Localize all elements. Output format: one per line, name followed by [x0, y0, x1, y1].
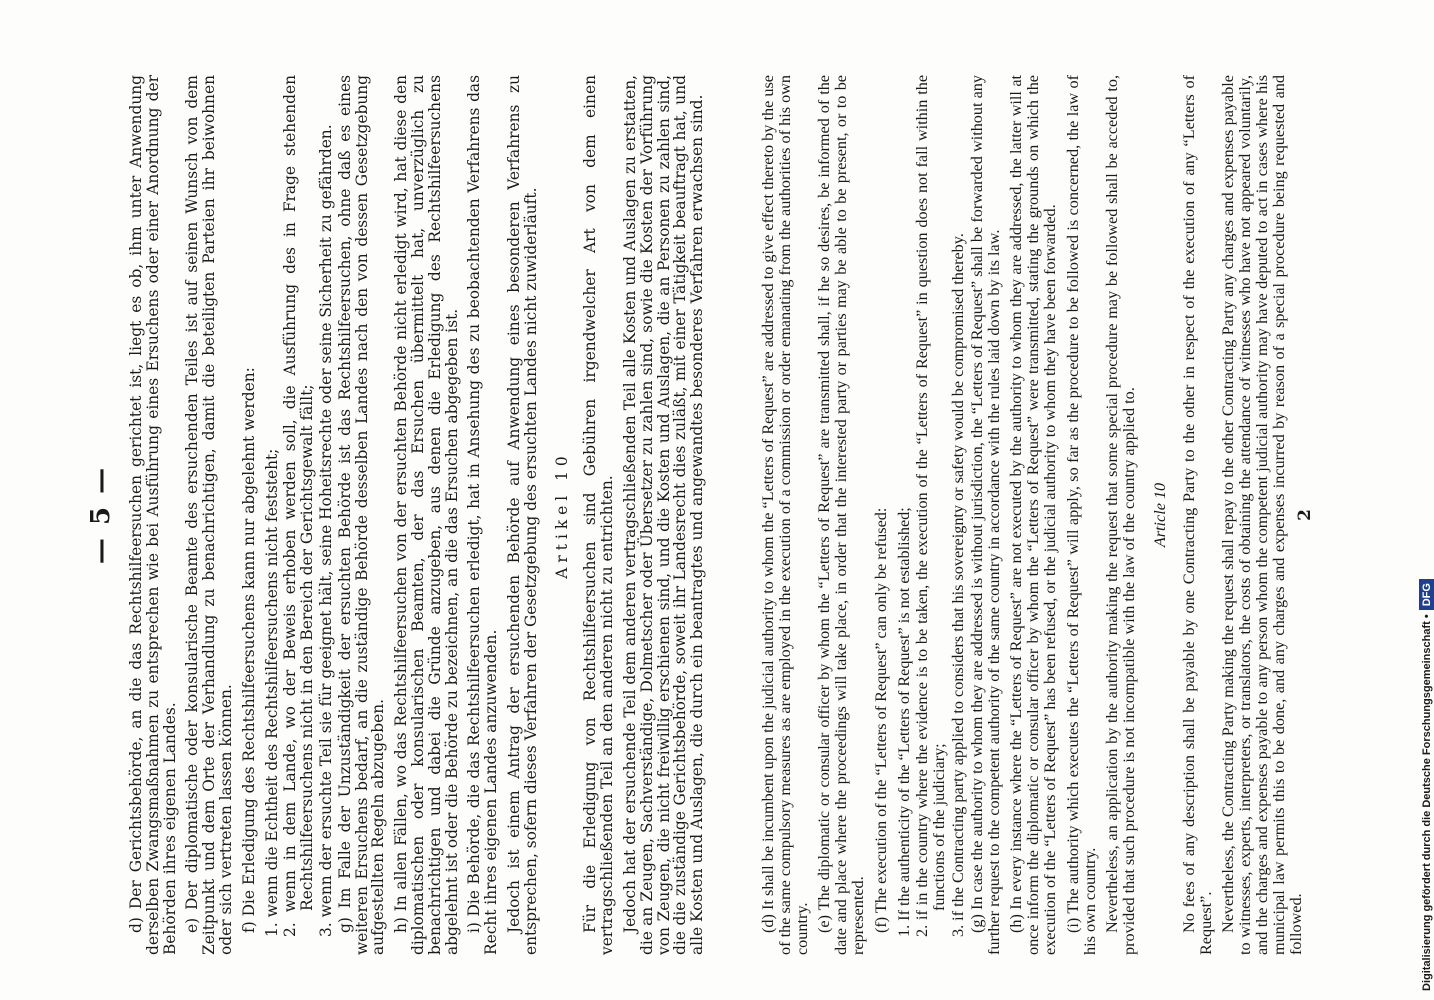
- german-paragraph: 1. wenn die Echtheit des Rechtshilfeersuchens nicht feststeht;: [262, 448, 281, 937]
- english-article-heading: Article 10: [1150, 482, 1169, 548]
- german-paragraph: h) In allen Fällen, wo das Rechtshilfeersuchen von der ersuchten Behörde nicht erledigt wird, hat diese den diplomatischen oder konsularischen Beamten, der das Ersuchen übermittelt hat, unverzüglich zu benachrichtigen und dabei die Gründe anzugeben, aus denen die Erledigung des Rechtshilfeersuchens abgelehnt ist oder die Behörde zu bezeichnen, an die das Ersuchen abgegeben ist.: [392, 75, 461, 955]
- german-paragraph: d) Der Gerichtsbehörde, an die das Rechtshilfeersuchen gerichtet ist, liegt es ob, ihm unter Anwendung derselben Zwangsmaßnahmen zu entsprechen wie bei Ausführung eines Ersuchens oder einer Anordnung der Behörden ihres eigenen Landes.: [127, 75, 179, 955]
- english-paragraph: (h) In every instance where the “Letters of Request” are not executed by the authority to whom they are addressed, the latter will at once inform the diplomatic or consular officer by whom the “Letters of Request” were transmitted, stating the grounds on which the execution of the “Letters of Request” has been refused, or the judicial authority to whom they have been forwarded.: [1007, 75, 1059, 955]
- english-paragraph: (f) The execution of the “Letters of Request” can only be refused:: [871, 507, 890, 933]
- german-paragraph: Jedoch ist einem Antrag der ersuchenden Behörde auf Anwendung eines besonderen Verfahrens zu entsprechen, sofern dieses Verfahren der Gesetzgebung des ersuchten Landes nicht zuwiderläuft.: [504, 75, 540, 955]
- german-paragraph: e) Der diplomatische oder konsularische Beamte des ersuchenden Teiles ist auf seinen Wunsch von dem Zeitpunkt und dem Orte der Verhandlung zu benachrichtigen, damit die beteiligten Parteien ihr beiwohnen oder sich vertreten lassen können.: [183, 75, 235, 955]
- english-paragraph: (g) In case the authority to whom they are addressed is without jurisdiction, the “Letters of Request” shall be forwarded without any further request to the competent authority of the same country in accordance with the rules laid down by its law.: [967, 75, 1003, 955]
- german-column: [127, 75, 707, 955]
- english-paragraph: Nevertheless, the Contracting Party making the request shall repay to the other Contracting Party any charges and expenses payable to witnesses, experts, interpreters, or translators, the costs of obtaining the attendance of witnesses who have not appeared voluntarily, and the charges and expenses payable to any person whom the competent judicial authority may have deputed to act in cases where his municipal law permits this to be done, and any charges and expenses incurred by reason of a special procedure being requested and followed.: [1219, 75, 1305, 955]
- page-footer-number: 2: [1295, 509, 1315, 521]
- side-note-text: Digitalisierung gefördert durch die Deutsche Forschungsgemeinschaft •: [1421, 614, 1433, 991]
- english-paragraph: 1. If the authenticity of the “Letters of Request” is not established;: [894, 507, 913, 937]
- english-paragraph: (d) It shall be incumbent upon the judicial authority to whom the “Letters of Request” are addressed to give effect thereto by the use of the same compulsory measures as are employed in the execution of a commission or order emanating from the authorities of his own country.: [759, 75, 811, 955]
- german-paragraph: i) Die Behörde, die das Rechtshilfeersuchen erledigt, hat in Ansehung des zu beobachtenden Verfahrens das Recht ihres eigenen Landes anzuwenden.: [465, 75, 501, 955]
- german-paragraph: f) Die Erledigung des Rechtshilfeersuchens kann nur abgelehnt werden:: [239, 367, 258, 933]
- german-paragraph: 2. wenn in dem Lande, wo der Beweis erhoben werden soll, die Ausführung des in Frage stehenden Rechtshilfeersuchens nicht in den Bereich der Gerichtsgewalt fällt;: [281, 75, 317, 937]
- german-paragraph: g) Im Falle der Unzuständigkeit der ersuchten Behörde ist das Rechtshilfeersuchen, ohne daß es eines weiteren Ersuchens bedarf, an die zuständige Behörde desselben Landes nach den von dessen Gesetzgebung aufgestellten Regeln abzugeben.: [335, 75, 388, 955]
- english-column: [760, 75, 1310, 955]
- german-paragraph: Für die Erledigung von Rechtshilfeersuchen sind Gebühren irgendwelcher Art von dem einen vertragschließenden Teil an den anderen nicht zu entrichten.: [581, 75, 617, 955]
- dfg-side-note: [1418, 6, 1434, 996]
- german-paragraph: Jedoch hat der ersuchende Teil dem anderen vertragschließenden Teil alle Kosten und Auslagen zu erstatten, die an Zeugen, Sachverständige, Dolmetscher oder Übersetzer zu zahlen sind, sowie die Kosten der Vorführung von Zeugen, die nicht freiwillig erschienen sind, und die Kosten und Auslagen, die an Personen zu zahlen sind, die die zuständige Gerichtsbehörde, soweit ihr Landesrecht dies zuläßt, mit einer Tätigkeit beauftragt hat, und alle Kosten und Auslagen, die durch ein beantragtes und angewandtes besonderes Verfahren erwachsen sind.: [620, 75, 707, 955]
- english-paragraph: 3. if the Contracting party applied to considers that his sovereignty or safety would be compromised thereby.: [948, 233, 967, 937]
- english-paragraph: No fees of any description shall be payable by one Contracting Party to the other in respect of the execution of any “Letters of Request”.: [1179, 75, 1215, 955]
- german-article-heading: Artikel 10: [552, 451, 571, 579]
- dfg-logo: DFG: [1419, 579, 1434, 610]
- english-paragraph: 2. if in the country where the evidence is to be taken, the execution of the “Letters of Request” in question does not fall within the functions of the judiciary;: [913, 75, 949, 937]
- english-paragraph: Nevertheless, an application by the authority making the request that some special procedure may be followed shall be acceded to, provided that such procedure is not incompatible with the law of the country applied to.: [1103, 75, 1139, 955]
- english-paragraph: (i) The authority which executes the “Letters of Request” will apply, so far as the procedure to be followed is concerned, the law of his own country.: [1063, 75, 1099, 955]
- rotated-document-page: [80, 35, 1380, 955]
- page-header-number: — 5 —: [86, 465, 116, 565]
- english-paragraph: (e) The diplomatic or consular officer by whom the “Letters of Request” are transmitted shall, if he so desires, be informed of the date and place where the proceedings will take place, in order that the interested party or parties may be able to be present, or to be represented.: [815, 75, 867, 955]
- german-paragraph: 3. wenn der ersuchte Teil sie für geeignet hält, seine Hoheitsrechte oder seine Sicherheit zu gefährden.: [316, 124, 335, 937]
